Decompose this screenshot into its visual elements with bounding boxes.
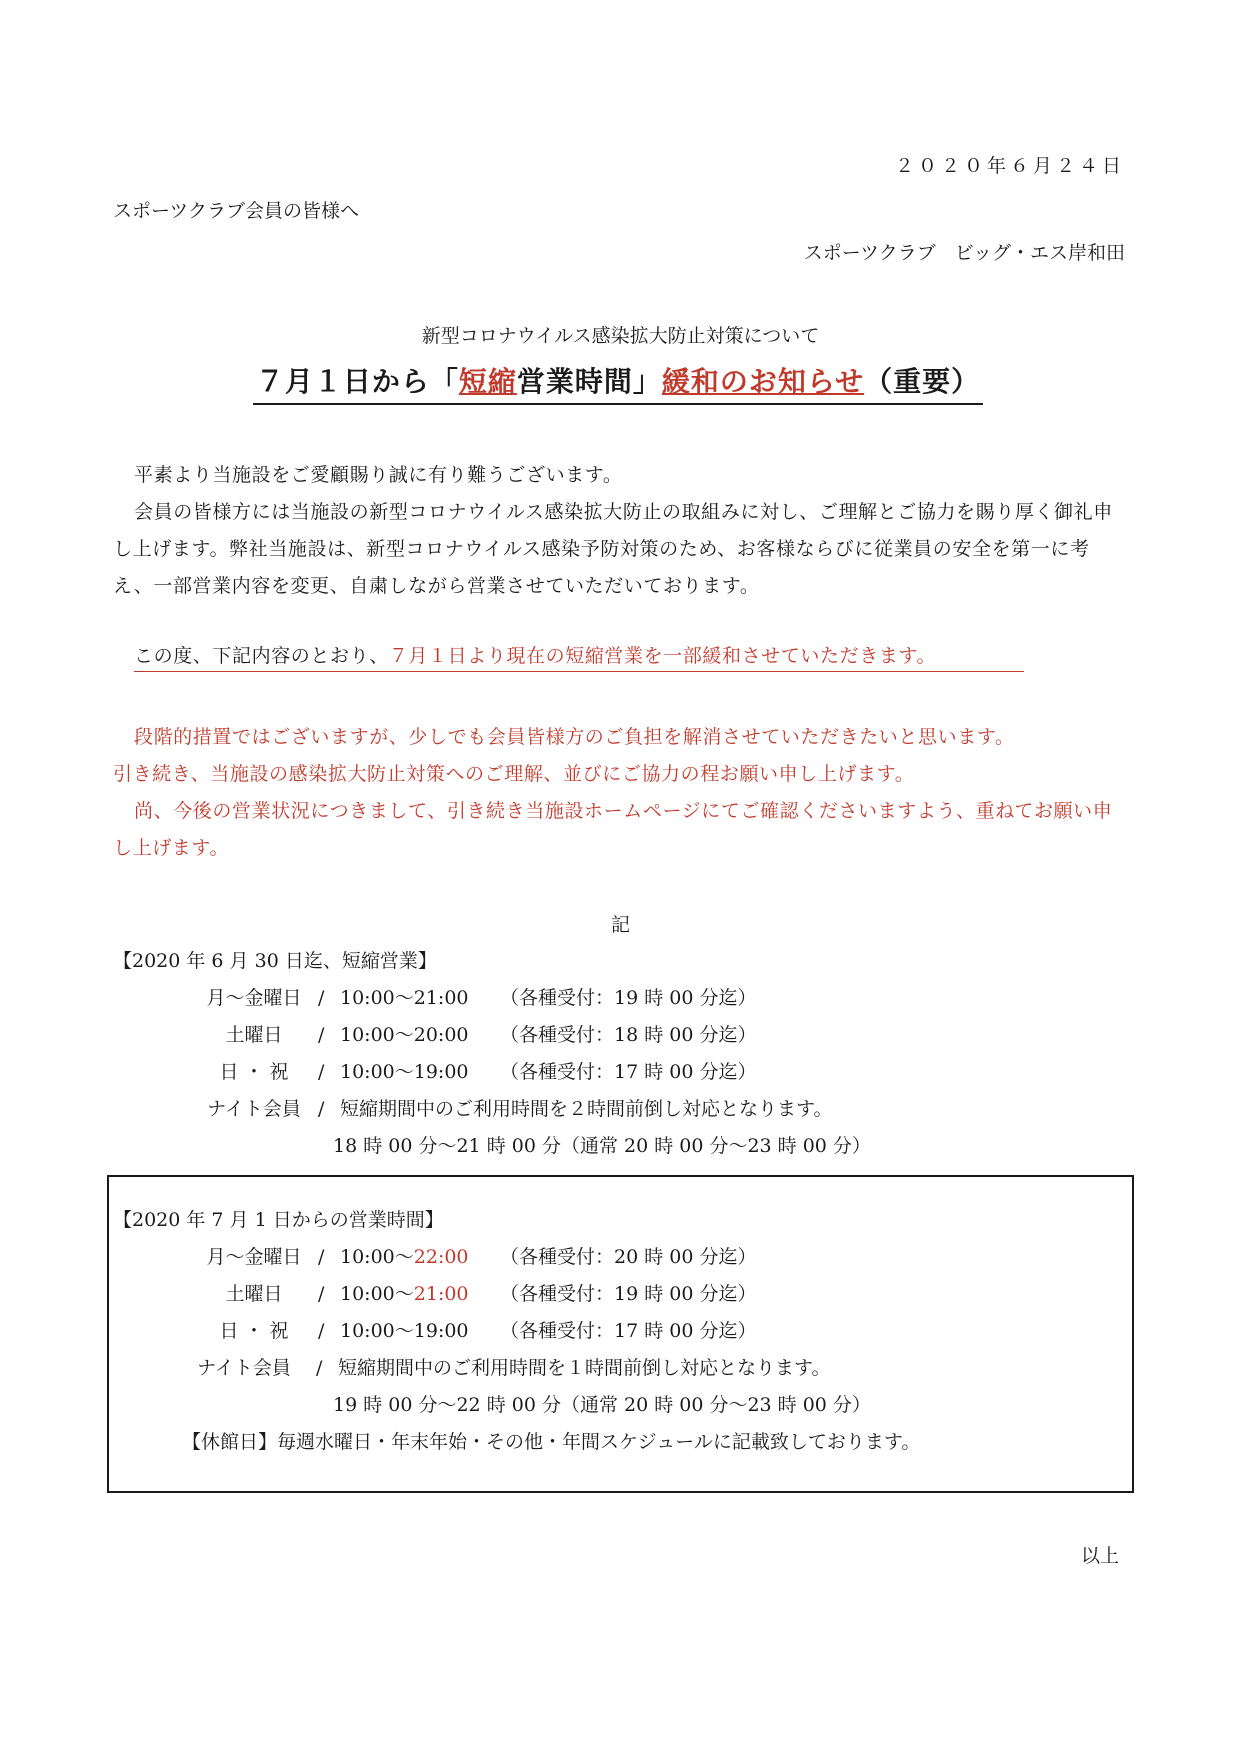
intro-paragraph xyxy=(113,457,1128,605)
red-paragraph xyxy=(113,719,1128,867)
from-july-row: 土曜日 / 10:00～21:00 （各種受付：19 時 00 分迄） xyxy=(190,1279,756,1306)
from-july-row: 月～金曜日 / 10:00～22:00 （各種受付：20 時 00 分迄） xyxy=(190,1242,756,1269)
row-time: 10:00～20:00 xyxy=(340,1024,469,1046)
night-text: 短縮期間中のご利用時間を２時間前倒し対応となります。 xyxy=(340,1098,833,1120)
addressee: スポーツクラブ会員の皆様へ xyxy=(113,200,360,222)
until-june-title: 【2020 年 6 月 30 日迄、短縮営業】 xyxy=(113,950,437,972)
paragraph-1: 平素より当施設をご愛顧賜り誠に有り難うございます。 xyxy=(134,464,623,486)
row-note: （各種受付：20 時 00 分迄） xyxy=(500,1246,757,1268)
row-label: 土曜日 xyxy=(225,1283,283,1305)
closed-days: 【休館日】毎週水曜日・年末年始・その他・年間スケジュールに記載致しております。 xyxy=(182,1431,921,1453)
row-label: 日 ・ 祝 xyxy=(219,1061,289,1083)
row-time-end: 21:00 xyxy=(413,1283,469,1305)
notice-red: ７月１日より現在の短縮営業を一部緩和させていただきます。 xyxy=(388,645,937,667)
row-note: （各種受付：17 時 00 分迄） xyxy=(500,1061,757,1083)
row-time-end: 19:00 xyxy=(413,1320,469,1342)
row-time-end: 22:00 xyxy=(413,1246,469,1268)
row-time: 10:00～21:00 xyxy=(340,987,469,1009)
notice-line xyxy=(134,641,1024,672)
paragraph-2: 会員の皆様方には当施設の新型コロナウイルス感染拡大防止の取組みに対し、ご理解とご協力を賜り厚く御礼申し上げます。弊社当施設は、新型コロナウイルス感染予防対策のため、お客様ならびに従業員の安全を第一に考え、一部営業内容を変更、自粛しながら営業させていただいております。 xyxy=(113,501,1113,597)
page-title xyxy=(253,360,983,405)
row-label: 日 ・ 祝 xyxy=(219,1320,289,1342)
title-part-4: 緩和のお知らせ xyxy=(661,365,865,398)
row-note: （各種受付：19 時 00 分迄） xyxy=(500,987,757,1009)
row-note: （各種受付：19 時 00 分迄） xyxy=(500,1283,757,1305)
until-june-night-row: ナイト会員 / 短縮期間中のご利用時間を２時間前倒し対応となります。 xyxy=(190,1094,832,1121)
row-time: 10:00～19:00 xyxy=(340,1061,469,1083)
until-june-row: 月～金曜日 / 10:00～21:00 （各種受付：19 時 00 分迄） xyxy=(190,983,756,1010)
night-label: ナイト会員 xyxy=(197,1357,291,1379)
red-line-2: 引き続き、当施設の感染拡大防止対策へのご理解、並びにご協力の程お願い申し上げます。 xyxy=(113,763,915,785)
row-label: 月～金曜日 xyxy=(206,987,302,1009)
until-june-row: 土曜日 / 10:00～20:00 （各種受付：18 時 00 分迄） xyxy=(190,1020,756,1047)
night-text: 短縮期間中のご利用時間を１時間前倒し対応となります。 xyxy=(338,1357,831,1379)
from-july-night-row: ナイト会員 / 短縮期間中のご利用時間を１時間前倒し対応となります。 xyxy=(172,1353,830,1380)
red-line-3: 尚、今後の営業状況につきまして、引き続き当施設ホームページにてご確認くださいますよう、重ねてお願い申し上げます。 xyxy=(113,800,1113,859)
subtitle: 新型コロナウイルス感染拡大防止対策について xyxy=(421,325,820,347)
until-june-night-hours: 18 時 00 分～21 時 00 分（通常 20 時 00 分～23 時 00 分） xyxy=(333,1135,871,1157)
title-part-2: 短縮 xyxy=(458,365,517,398)
notice-black: この度、下記内容のとおり、 xyxy=(134,645,389,667)
closing-mark: 以上 xyxy=(1080,1545,1119,1567)
row-time-start: 10:00～ xyxy=(340,1320,414,1342)
row-note: （各種受付：18 時 00 分迄） xyxy=(500,1024,757,1046)
row-note: （各種受付：17 時 00 分迄） xyxy=(500,1320,757,1342)
from-july-night-hours: 19 時 00 分～22 時 00 分（通常 20 時 00 分～23 時 00 分） xyxy=(333,1394,871,1416)
ki-heading: 記 xyxy=(610,914,630,936)
red-line-1: 段階的措置ではございますが、少しでも会員皆様方のご負担を解消させていただきたいと思います。 xyxy=(134,726,1015,748)
row-time-start: 10:00～ xyxy=(340,1246,414,1268)
row-label: 月～金曜日 xyxy=(206,1246,302,1268)
row-time-start: 10:00～ xyxy=(340,1283,414,1305)
title-part-5: （重要） xyxy=(864,365,981,398)
document-date: ２０２０年６月２４日 xyxy=(894,155,1125,177)
sender: スポーツクラブ ビッグ・エス岸和田 xyxy=(803,242,1125,264)
title-part-1: ７月１日から「 xyxy=(255,365,459,398)
until-june-row: 日 ・ 祝 / 10:00～19:00 （各種受付：17 時 00 分迄） xyxy=(190,1057,756,1084)
row-label: 土曜日 xyxy=(225,1024,283,1046)
title-part-3: 営業時間」 xyxy=(516,365,662,398)
from-july-row: 日 ・ 祝 / 10:00～19:00 （各種受付：17 時 00 分迄） xyxy=(190,1316,756,1343)
from-july-title: 【2020 年 7 月 1 日からの営業時間】 xyxy=(113,1209,444,1231)
night-label: ナイト会員 xyxy=(207,1098,301,1120)
